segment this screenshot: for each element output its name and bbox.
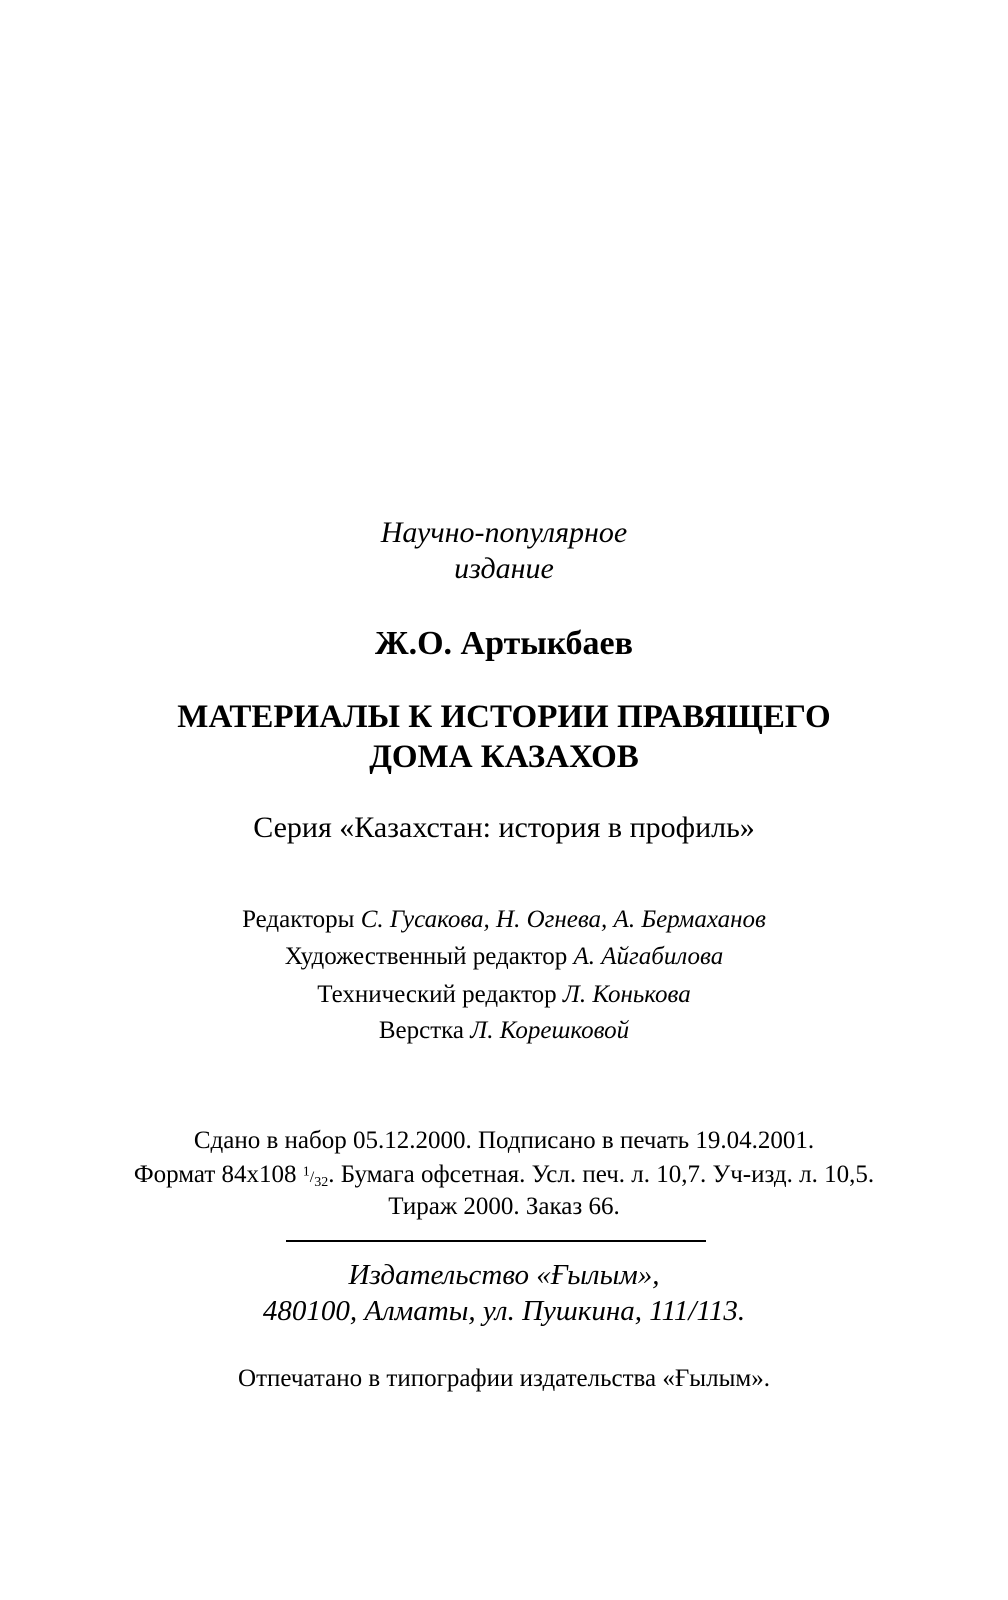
imprint-format-prefix: Формат 84x108 bbox=[133, 1161, 303, 1188]
book-title-line-1: МАТЕРИАЛЫ К ИСТОРИИ ПРАВЯЩЕГО bbox=[177, 699, 831, 735]
imprint-format-suffix: . Бумага офсетная. Усл. печ. л. 10,7. Уч-изд. л. 10,5. bbox=[328, 1161, 875, 1188]
book-title-line-2: ДОМА КАЗАХОВ bbox=[369, 739, 639, 775]
credit-names: Л. Конькова bbox=[562, 981, 691, 1008]
credit-role: Художественный редактор bbox=[284, 943, 568, 970]
credit-role: Верстка bbox=[378, 1017, 465, 1044]
author-name: Ж.О. Артыкбаев bbox=[374, 625, 634, 662]
credit-art-editor bbox=[0, 942, 1008, 972]
genre-line-1: Научно-популярное bbox=[380, 516, 628, 549]
credit-layout bbox=[0, 1016, 1008, 1046]
credit-names: А. Айгабилова bbox=[573, 943, 724, 970]
format-fraction: $^1/_{32}$ bbox=[302, 1164, 329, 1191]
credit-role: Технический редактор bbox=[317, 981, 557, 1008]
format-denominator: 32 bbox=[314, 1175, 329, 1191]
credit-names: С. Гусакова, Н. Огнева, А. Бермаханов bbox=[360, 906, 766, 933]
printed-note: Отпечатано в типографии издательства «Ғылым». bbox=[238, 1365, 770, 1392]
format-numerator: 1 bbox=[302, 1164, 310, 1180]
genre-line-2: издание bbox=[454, 552, 554, 585]
series-name: Серия «Казахстан: история в профиль» bbox=[253, 811, 755, 844]
imprint-format bbox=[0, 1160, 1008, 1193]
imprint-dates: Сдано в набор 05.12.2000. Подписано в печать 19.04.2001. bbox=[193, 1127, 815, 1154]
imprint-run: Тираж 2000. Заказ 66. bbox=[388, 1193, 620, 1220]
credit-names: Л. Корешковой bbox=[470, 1017, 630, 1044]
credit-tech-editor bbox=[0, 980, 1008, 1010]
divider-rule bbox=[286, 1240, 706, 1242]
publisher-address: 480100, Алматы, ул. Пушкина, 111/113. bbox=[262, 1295, 746, 1327]
credit-editors bbox=[0, 905, 1008, 935]
publisher-name: Издательство «Ғылым», bbox=[348, 1259, 660, 1291]
credit-role: Редакторы bbox=[242, 906, 355, 933]
